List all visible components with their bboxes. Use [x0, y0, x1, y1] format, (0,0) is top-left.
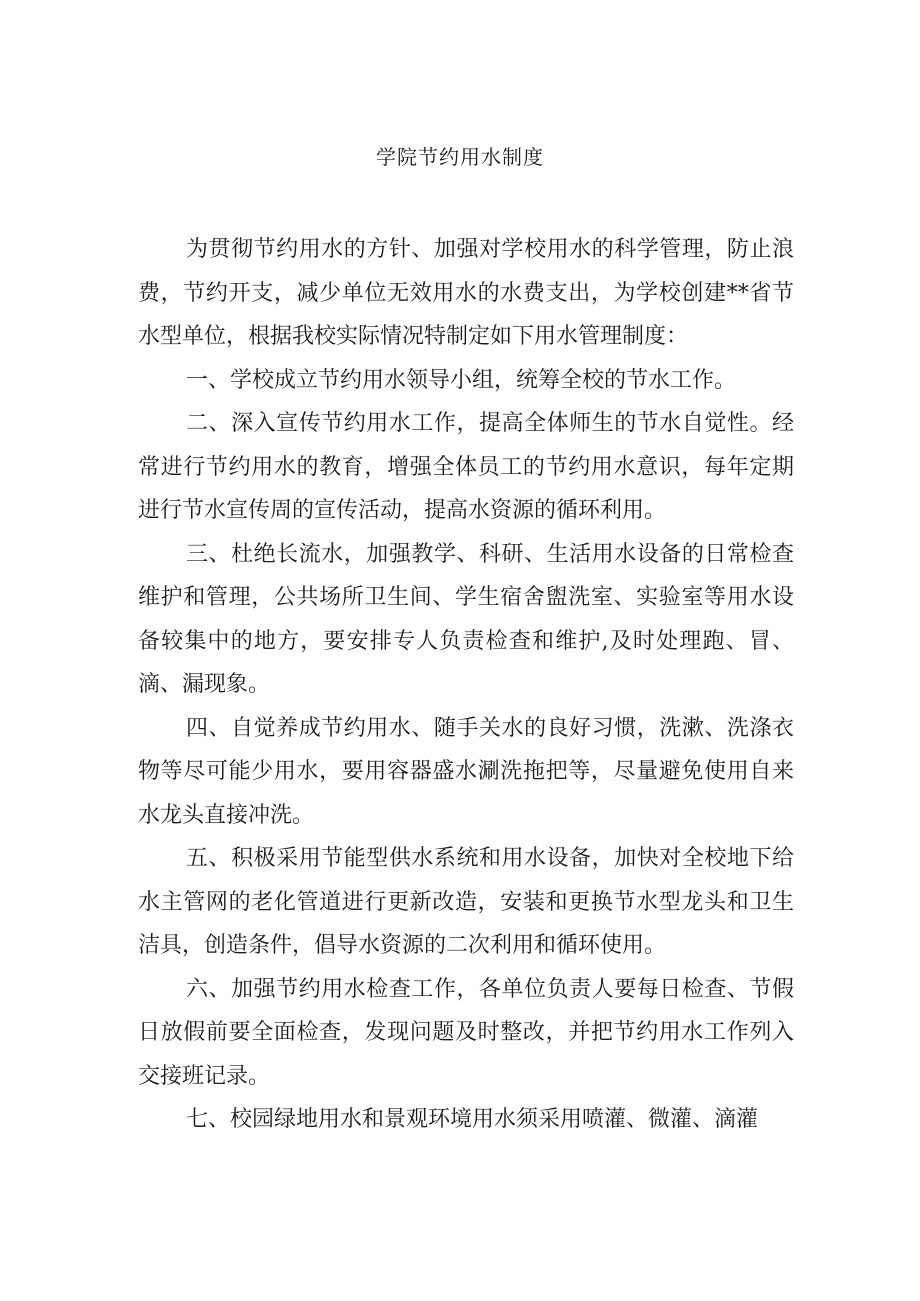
document-title: 学院节约用水制度	[376, 145, 544, 169]
paragraph-intro: 为贯彻节约用水的方针、加强对学校用水的科学管理，防止浪费，节约开支，减少单位无效用水的水费支出，为学校创建**省节水型单位，根据我校实际情况特制定如下用水管理制度：	[138, 237, 794, 349]
paragraph-item-6: 六、加强节约用水检查工作，各单位负责人要每日检查、节假日放假前要全面检查，发现问题及时整改，并把节约用水工作列入交接班记录。	[138, 976, 794, 1089]
paragraph-item-2: 二、深入宣传节约用水工作，提高全体师生的节水自觉性。经常进行节约用水的教育，增强全体员工的节约用水意识，每年定期进行节水宣传周的宣传活动，提高水资源的循环利用。	[138, 411, 794, 523]
paragraph-item-3: 三、杜绝长流水，加强教学、科研、生活用水设备的日常检查维护和管理，公共场所卫生间、学生宿舍盥洗室、实验室等用水设备较集中的地方，要安排专人负责检查和维护,及时处理跑、冒、滴、漏现象。	[138, 541, 794, 697]
paragraph-item-4: 四、自觉养成节约用水、随手关水的良好习惯，洗漱、洗涤衣物等尽可能少用水，要用容器盛水涮洗拖把等，尽量避免使用自来水龙头直接冲洗。	[138, 715, 794, 828]
document-body	[138, 228, 794, 1142]
paragraph-item-5: 五、积极采用节能型供水系统和用水设备，加快对全校地下给水主管网的老化管道进行更新改造，安装和更换节水型龙头和卫生洁具，创造条件，倡导水资源的二次利用和循环使用。	[138, 846, 794, 958]
paragraph-item-1: 一、学校成立节约用水领导小组，统筹全校的节水工作。	[186, 367, 737, 393]
paragraph-item-7: 七、校园绿地用水和景观环境用水须采用喷灌、微灌、滴灌	[186, 1107, 759, 1132]
